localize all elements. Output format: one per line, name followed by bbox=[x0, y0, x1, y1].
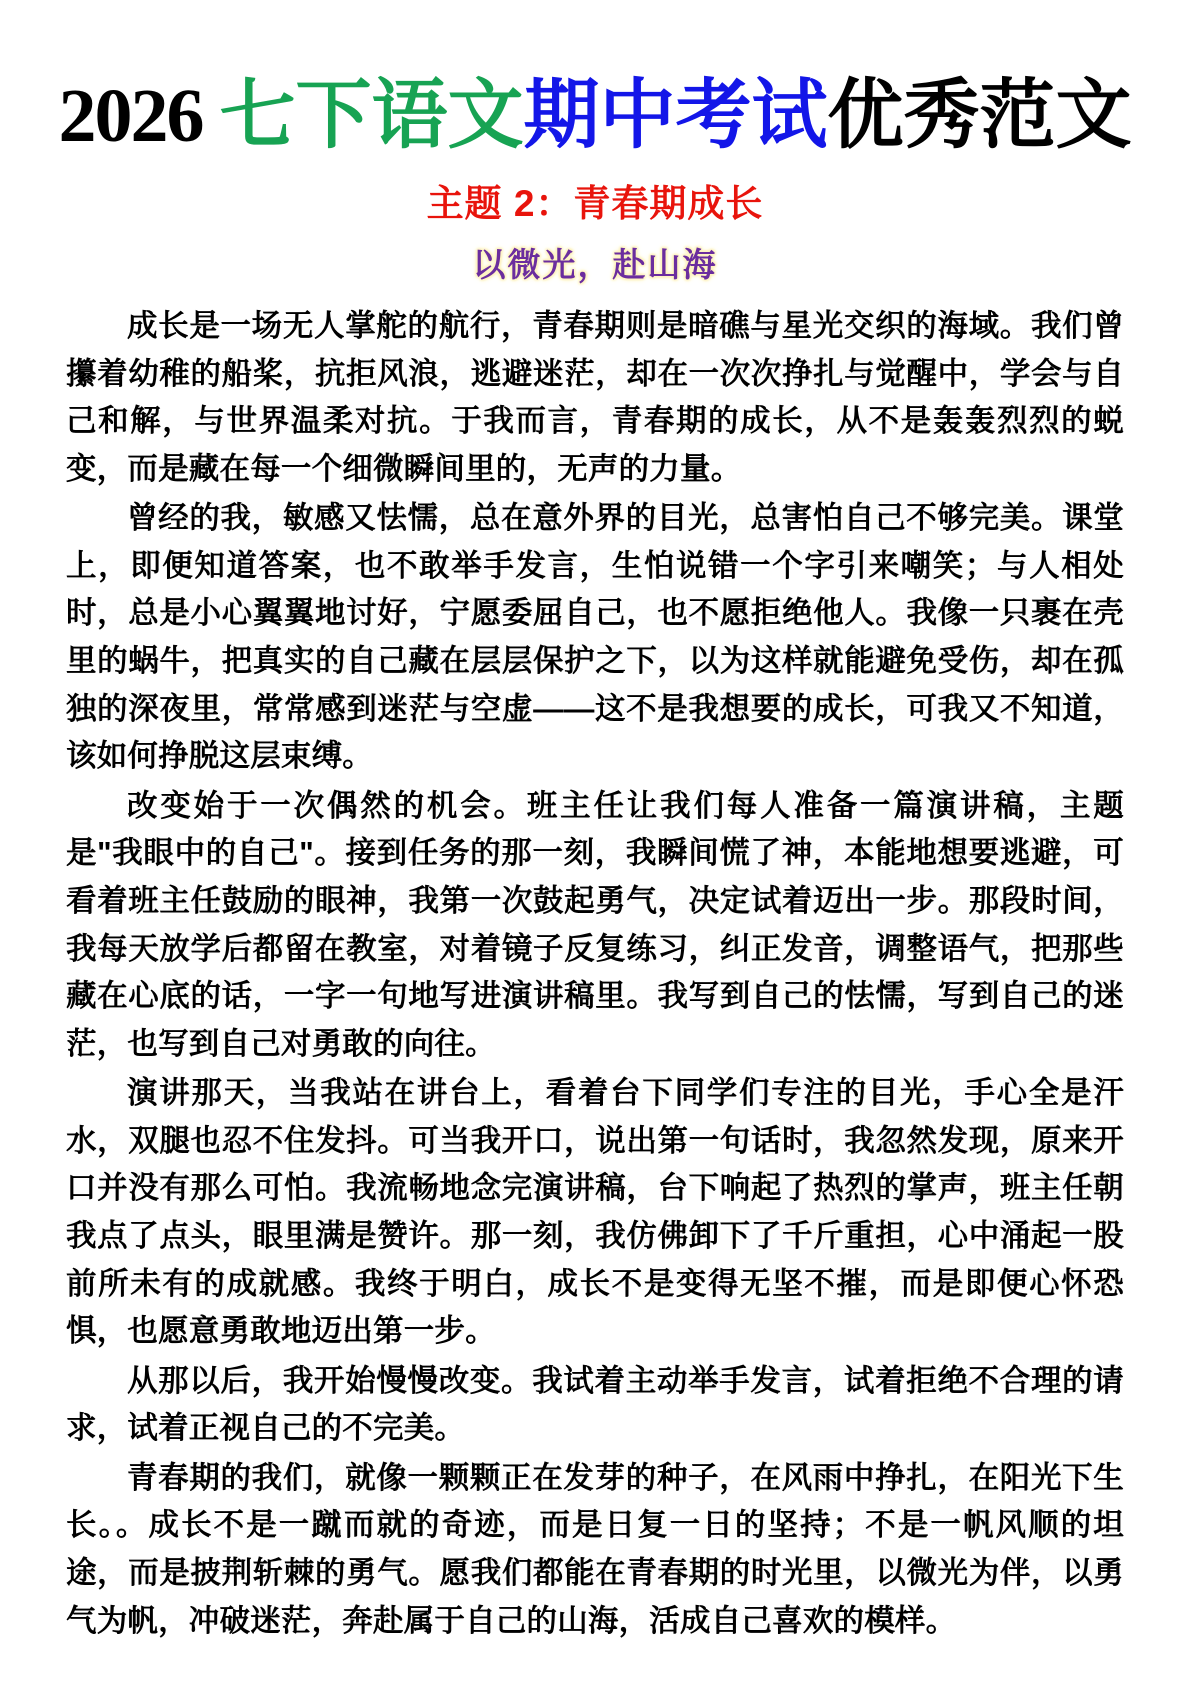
title-segment-year: 2026 bbox=[58, 74, 220, 158]
title-segment-model-essay: 优秀范文 bbox=[827, 73, 1132, 158]
essay-body bbox=[0, 281, 1190, 1645]
title-segment-exam: 期中考试 bbox=[523, 73, 828, 158]
paragraph: 从那以后，我开始慢慢改变。我试着主动举手发言，试着拒绝不合理的请求，试着正视自己的不完美。 bbox=[66, 1363, 1124, 1446]
paragraph: 演讲那天，当我站在讲台上，看着台下同学们专注的目光，手心全是汗水，双腿也忍不住发抖。可当我开口，说出第一句话时，我忽然发现，原来开口并没有那么可怕。我流畅地念完演讲稿，台下响起了热烈的掌声，班主任朝我点了点头，眼里满是赞许。那一刻，我仿佛卸下了千斤重担，心中涌起一股前所未有的成就感。我终于明白，成长不是变得无坚不摧，而是即便心怀恐惧，也愿意勇敢地迈出第一步。 bbox=[66, 1076, 1124, 1349]
paragraph: 青春期的我们，就像一颗颗正在发芽的种子，在风雨中挣扎，在阳光下生长。。成长不是一蹴而就的奇迹，而是日复一日的坚持；不是一帆风顺的坦途，而是披荆斩棘的勇气。愿我们都能在青春期的时光里，以微光为伴，以勇气为帆，冲破迷茫，奔赴属于自己的山海，活成自己喜欢的模样。 bbox=[66, 1460, 1124, 1638]
paragraph: 改变始于一次偶然的机会。班主任让我们每人准备一篇演讲稿，主题是"我眼中的自己"。接到任务的那一刻，我瞬间慌了神，本能地想要逃避，可看着班主任鼓励的眼神，我第一次鼓起勇气，决定试着迈出一步。那段时间，我每天放学后都留在教室，对着镜子反复练习，纠正发音，调整语气，把那些藏在心底的话，一字一句地写进演讲稿里。我写到自己的怯懦，写到自己的迷茫，也写到自己对勇敢的向往。 bbox=[66, 788, 1124, 1061]
paragraph: 成长是一场无人掌舵的航行，青春期则是暗礁与星光交织的海域。我们曾攥着幼稚的船桨，抗拒风浪，逃避迷茫，却在一次次挣扎与觉醒中，学会与自己和解，与世界温柔对抗。于我而言，青春期的成长，从不是轰轰烈烈的蜕变，而是藏在每一个细微瞬间里的，无声的力量。 bbox=[66, 309, 1124, 486]
page-title bbox=[0, 0, 1190, 158]
title-segment-subject: 七下语文 bbox=[219, 73, 524, 158]
paragraph: 曾经的我，敏感又怯懦，总在意外界的目光，总害怕自己不够完美。课堂上，即便知道答案，也不敢举手发言，生怕说错一个字引来嘲笑；与人相处时，总是小心翼翼地讨好，宁愿委屈自己，也不愿拒绝他人。我像一只裹在壳里的蜗牛，把真实的自己藏在层层保护之下，以为这样就能避免受伤，却在孤独的深夜里，常常感到迷茫与空虚——这不是我想要的成长，可我又不知道，该如何挣脱这层束缚。 bbox=[66, 501, 1124, 774]
theme-heading: 主题 2：青春期成长 bbox=[426, 183, 764, 224]
essay-title: 以微光，赴山海 bbox=[472, 246, 718, 283]
